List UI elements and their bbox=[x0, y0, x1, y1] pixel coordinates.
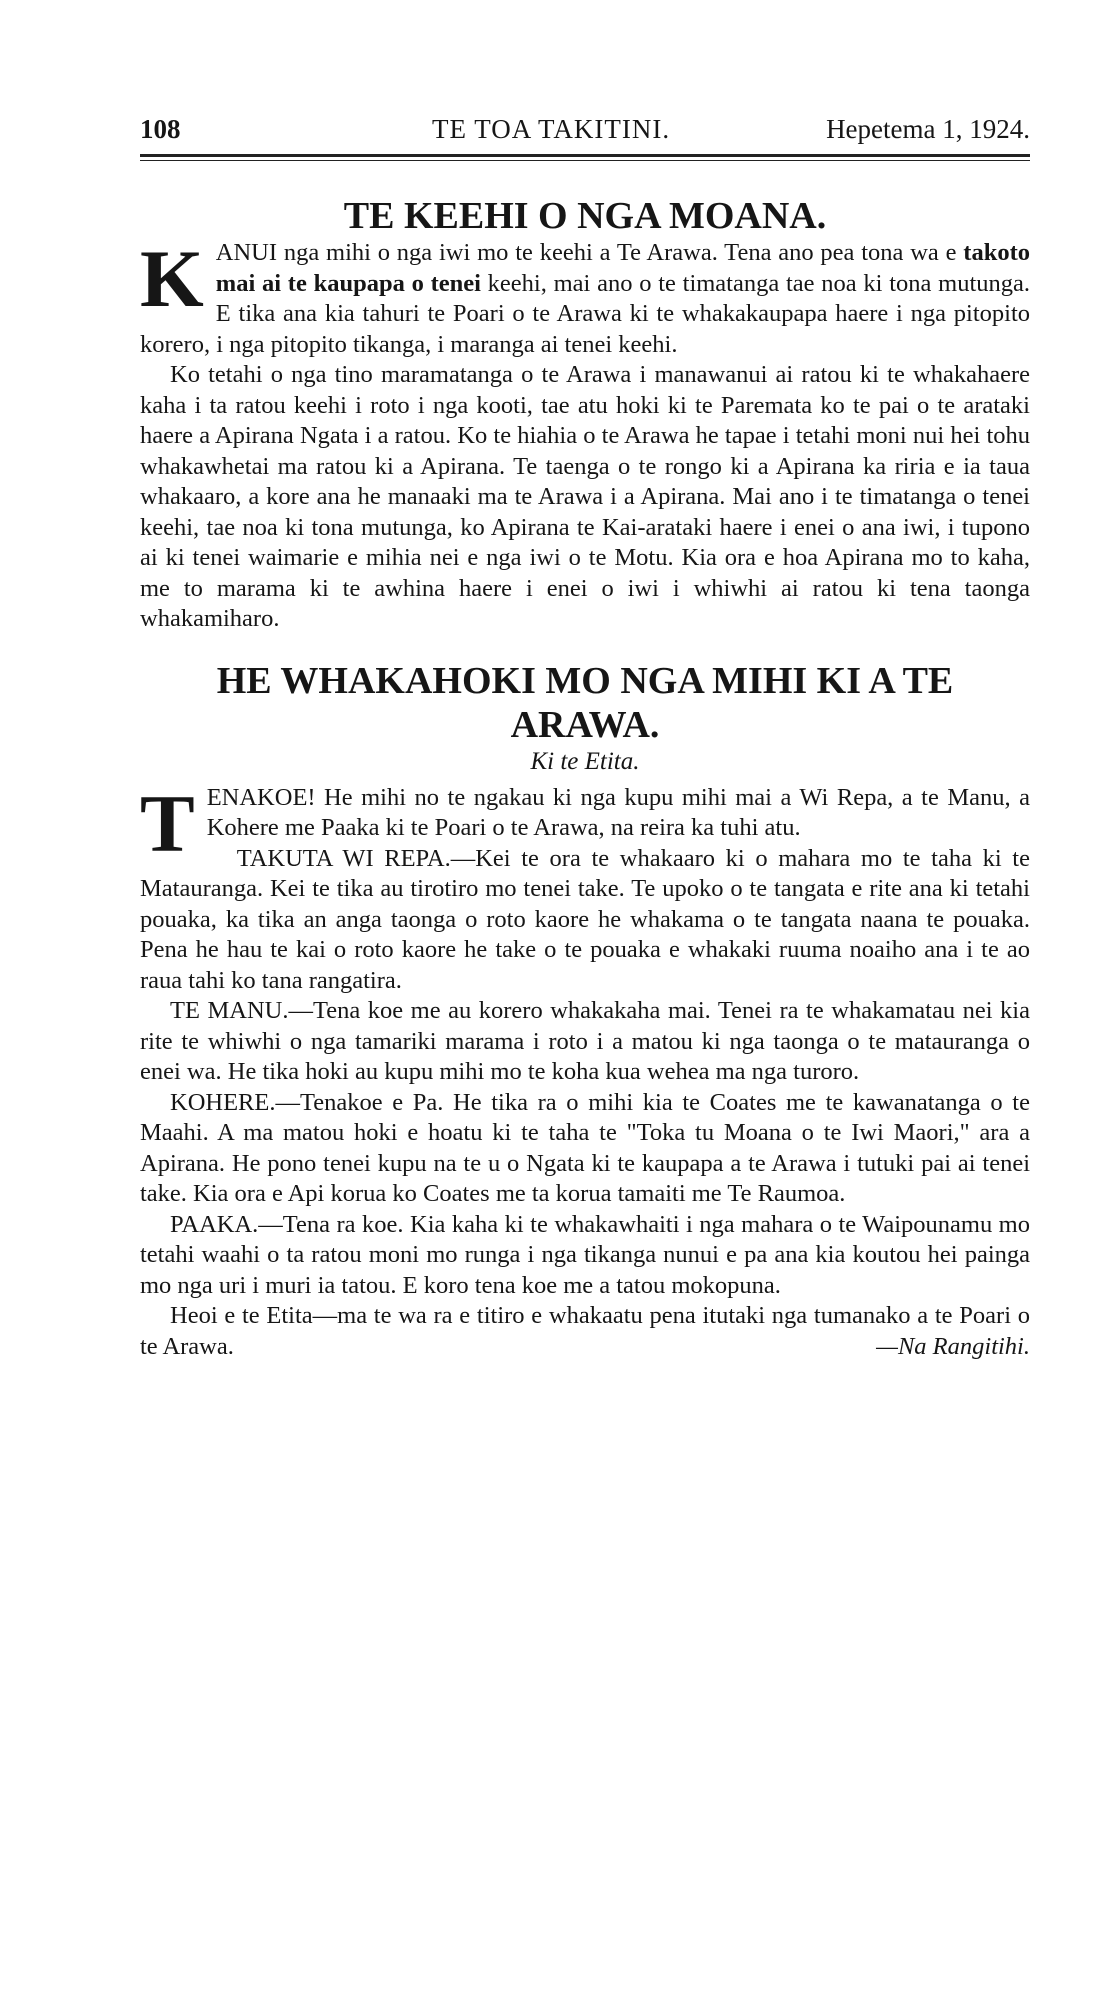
header-rule-thin bbox=[140, 160, 1030, 161]
header-rule bbox=[140, 154, 1030, 157]
title-line: HE WHAKAHOKI MO NGA MIHI KI A TE bbox=[216, 659, 954, 702]
page-number: 108 bbox=[140, 114, 181, 144]
paragraph-text: ENAKOE! He mihi no te ngakau ki nga kupu mihi mai a Wi Repa, a te Manu, a Kohere me Paaka ki te Poari o te Arawa, na reira ka tuhi atu. bbox=[206, 783, 1030, 841]
drop-cap: K bbox=[140, 233, 204, 324]
paragraph-text: keehi, mai ano o te timatanga tae noa ki tona mutunga. E tika ana kia tahuri te Poari o te Arawa ki te whakakaupapa haere i nga pitopito korero, i nga pitopito tikanga, i maranga ai tenei keehi. bbox=[140, 269, 1030, 358]
article-body bbox=[140, 777, 1030, 1363]
publication-title: TE TOA TAKITINI. bbox=[432, 114, 671, 144]
issue-date: Hepetema 1, 1924. bbox=[826, 114, 1030, 144]
paragraph bbox=[140, 233, 1030, 360]
paragraph: PAAKA.—Tena ra koe. Kia kaha ki te whakawhaiti i nga mahara o te Waipounamu mo tetahi waahi o ta ratou moni mo runga i nga tikanga nunui e pa ana kia koutou hei painga mo nga uri i muri ia tatou. E koro tena koe me a tatou mokopuna. bbox=[140, 1210, 1030, 1299]
running-header bbox=[140, 110, 1030, 154]
title-line: ARAWA. bbox=[510, 703, 660, 746]
drop-cap: T bbox=[140, 777, 195, 869]
paragraph bbox=[140, 777, 1030, 869]
paragraph: KOHERE.—Tenakoe e Pa. He tika ra o mihi kia te Coates me te kawanatanga o te Maahi. A ma matou hoki e hoatu ki te taha te "Toka tu Moana o te Iwi Maori," ara a Apirana. He pono tenei kupu na te u o Ngata ki te kaupapa a te Arawa i tutuki pai ai tenei take. Kia ora e Api korua ko Coates me ta korua tamaiti me Te Raumoa. bbox=[140, 1088, 1030, 1207]
paragraph-text: Heoi e te Etita—ma te wa ra e titiro e whakaatu pena itutaki nga tumanako a te Poari o te Arawa. bbox=[140, 1302, 1030, 1360]
article-body bbox=[140, 233, 1030, 635]
paragraph-bold-text: takoto mai ai te kaupapa o tenei bbox=[215, 239, 1030, 297]
paragraph: Ko tetahi o nga tino maramatanga o te Arawa i manawanui ai ratou ki te whakahaere kaha i ta ratou keehi i roto i nga kooti, tae atu hoki ki te Paremata ko te pai o te arataki haere a Apirana Ngata i a ratou. Ko te hiahia o te Arawa he tapae i tetahi moni nui hei tohu whakawhetai ma ratou ki a Apirana. Te taenga o te rongo ki a Apirana ka riria e ia taua whakaaro, a kore ana he manaaki ma te Arawa i a Apirana. Mai ano i te timatanga o tenei keehi, tae noa ki tona mutunga, ko Apirana te Kai-arataki haere i enei o ana iwi, i tupono ai ki tenei waimarie e mihia nei e nga iwi o te Motu. Kia ora e hoa Apirana mo to kaha, me to marama ki te awhina haere i enei o iwi i whiwhi ai ratou ki tena taonga whakamiharo. bbox=[140, 361, 1030, 632]
byline: Ki te Etita. bbox=[530, 747, 640, 775]
signature: —Na Rangitihi. bbox=[876, 1332, 1030, 1360]
paragraph bbox=[140, 1301, 1030, 1362]
paragraph-text: ANUI nga mihi o nga iwi mo te keehi a Te Arawa. Tena ano pea tona wa e bbox=[215, 239, 964, 266]
paragraph: TE MANU.—Tena koe me au korero whakakaha mai. Tenei ra te whakamatau nei kia rite te whiwhi o nga tamariki marama i roto i a matou ki nga taonga o te matauranga o enei wa. He tika hoki au kupu mihi mo te koha kua wehea ma nga turoro. bbox=[140, 997, 1030, 1085]
page bbox=[140, 110, 1030, 1362]
article-title: TE KEEHI O NGA MOANA. bbox=[343, 195, 827, 237]
paragraph: TAKUTA WI REPA.—Kei te ora te whakaaro ki o mahara mo te taha ki te Matauranga. Kei te tika au tirotiro mo tenei take. Te upoko o te tangata e rite ana ki tetahi pouaka, ka tika an anga taonga o roto kaore he whakama o te tangata naana te pouaka. Pena he hau te kai o roto kaore he take o te pouaka e whakaki ruuma noaiho ana i te ao raua tahi ko tana rangatira. bbox=[140, 844, 1030, 994]
article-title bbox=[140, 659, 1030, 747]
